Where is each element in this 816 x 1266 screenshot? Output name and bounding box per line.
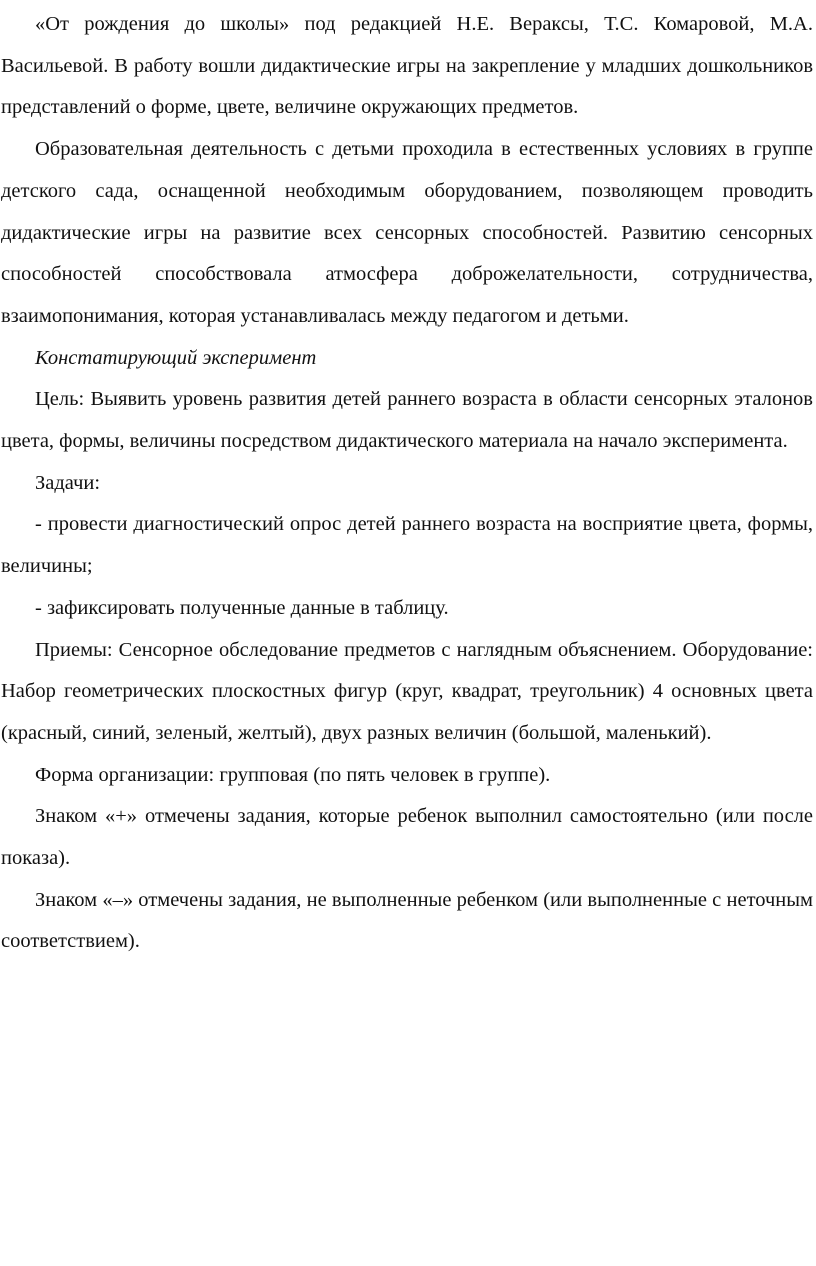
paragraph-plus-sign-note: Знаком «+» отмечены задания, которые ребенок выполнил самостоятельно (или после показа). xyxy=(1,805,813,870)
section-heading-experiment: Констатирующий эксперимент xyxy=(35,346,317,369)
paragraph-minus-sign-note: Знаком «–» отмечены задания, не выполненные ребенком (или выполненные с неточным соответствием). xyxy=(1,888,813,953)
document-body xyxy=(1,4,813,963)
paragraph-task-2: - зафиксировать полученные данные в таблицу. xyxy=(35,596,449,619)
paragraph-program-source: «От рождения до школы» под редакцией Н.Е. Вераксы, Т.С. Комаровой, М.А. Васильевой. В работу вошли дидактические игры на закрепление у младших дошкольников представлений о форме, цвете, величине окружающих предметов. xyxy=(1,13,813,119)
paragraph-goal: Цель: Выявить уровень развития детей раннего возраста в области сенсорных эталонов цвета, формы, величины посредством дидактического материала на начало эксперимента. xyxy=(1,388,813,453)
paragraph-task-1: - провести диагностический опрос детей раннего возраста на восприятие цвета, формы, величины; xyxy=(1,513,813,578)
paragraph-educational-activity: Образовательная деятельность с детьми проходила в естественных условиях в группе детского сада, оснащенной необходимым оборудованием, позволяющем проводить дидактические игры на развитие всех сенсорных способностей. Развитию сенсорных способностей способствовала атмосфера доброжелательности, сотрудничества, взаимопонимания, которая устанавливалась между педагогом и детьми. xyxy=(1,138,813,327)
paragraph-tasks-heading: Задачи: xyxy=(35,471,101,494)
paragraph-organization-form: Форма организации: групповая (по пять человек в группе). xyxy=(35,763,551,786)
paragraph-methods-equipment: Приемы: Сенсорное обследование предметов с наглядным объяснением. Оборудование: Набор геометрических плоскостных фигур (круг, квадрат, треугольник) 4 основных цвета (красный, синий, зеленый, желтый), двух разных величин (большой, маленький). xyxy=(1,638,813,744)
